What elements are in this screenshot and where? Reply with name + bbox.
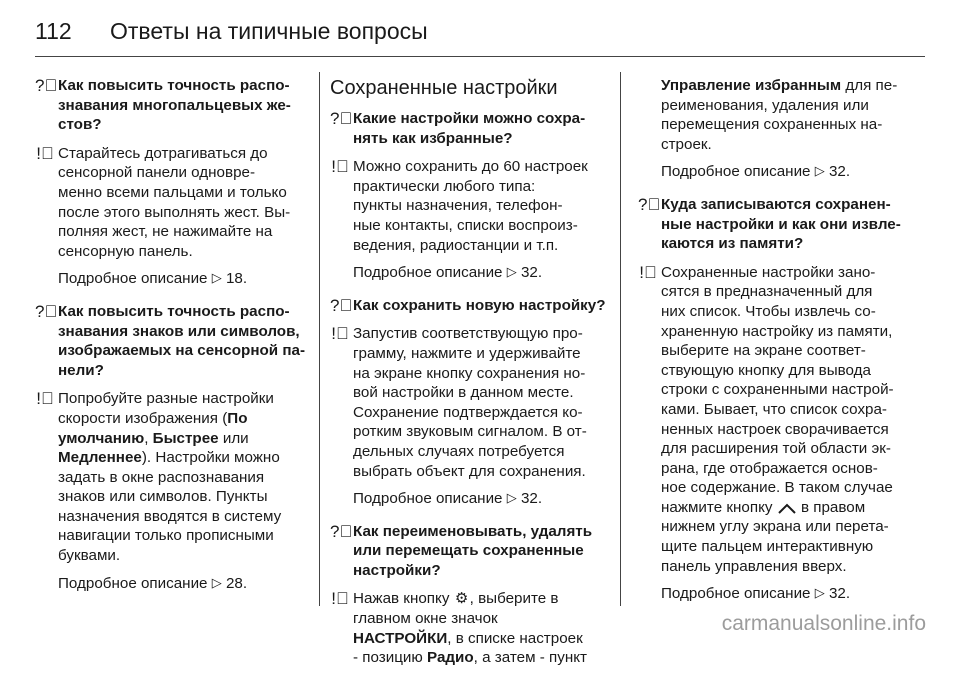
question: ?⃝ Как повысить точность распо- знавания многопальцевых же- стов? <box>35 76 291 134</box>
question-mark-circle-icon: ?⃝ <box>638 194 661 214</box>
reference: Подробное описание ▷ 32. <box>353 264 543 282</box>
column-divider-2 <box>620 72 621 606</box>
exclamation-circle-icon: !⃝ <box>36 143 54 163</box>
watermark: carmanualsonline.info <box>721 612 926 635</box>
answer: !⃝ Нажав кнопку ⚙, выберите в главном окне значок НАСТРОЙКИ, в списке настроек - позицию Радио, а затем - пункт <box>331 589 587 667</box>
column-1 <box>35 76 307 606</box>
answer: !⃝ Сохраненные настройки зано- сятся в предназначенный для них список. Чтобы извлечь со- храненную настройку из памяти, выберите на экране соответ- ствующую кнопку для вывода строки с сохраненными настрой- ками. Бывает, что список сохра- ненных настроек сворачивается для расширения той области эк- рана, где отображается основ- ное содержание. В таком случае нажмите кнопку в правом нижнем углу экрана или перета- щите пальцем интерактивную панель управления вверх. <box>639 262 894 575</box>
header-rule <box>35 56 925 57</box>
page-header <box>35 16 428 46</box>
arrow-right-icon: ▷ <box>814 163 825 179</box>
answer: !⃝ Старайтесь дотрагиваться до сенсорной панели одновре- менно всеми пальцами и только после этого выполнять жест. Вы- полняя жест, не нажимайте на сенсорную панель. <box>36 143 291 260</box>
arrow-right-icon: ▷ <box>211 574 222 590</box>
answer: !⃝ Можно сохранить до 60 настроек практически любого типа: пункты назначения, телефон- ные контакты, списки воспроиз- ведения, радиостанции и т.п. <box>331 157 588 254</box>
exclamation-circle-icon: !⃝ <box>36 389 54 409</box>
answer: !⃝ Попробуйте разные настройки скорости изображения (По умолчанию, Быстрее или Медленнее). Настройки можно задать в окне распознавания знаков или символов. Пункты назначения вводятся в систему навигации только прописными буквами. <box>36 389 282 565</box>
reference: Подробное описание ▷ 28. <box>58 574 248 592</box>
column-divider-1 <box>319 72 320 606</box>
page-number: 112 <box>35 18 72 44</box>
column-3 <box>638 76 906 617</box>
reference: Подробное описание ▷ 18. <box>58 270 248 288</box>
page-title: Ответы на типичные вопросы <box>110 18 428 44</box>
exclamation-circle-icon: !⃝ <box>331 324 349 344</box>
question: ?⃝ Какие настройки можно сохра- нять как избранные? <box>330 109 586 147</box>
question-mark-circle-icon: ?⃝ <box>35 76 58 95</box>
paragraph: Управление избранным для пе- реименования, удаления или перемещения сохраненных на- строек. <box>661 77 898 153</box>
section-title: Сохраненные настройки <box>330 77 558 99</box>
exclamation-circle-icon: !⃝ <box>331 157 349 177</box>
reference: Подробное описание ▷ 32. <box>661 585 851 603</box>
question: ?⃝ Куда записываются сохранен- ные настройки и как они извле- каются из памяти? <box>638 194 901 253</box>
question: ?⃝ Как сохранить новую настройку? <box>330 295 606 315</box>
gear-icon: ⚙ <box>454 590 469 608</box>
question: ?⃝ Как повысить точность распо- знавания знаков или символов, изображаемых на сенсорной па- нели? <box>35 301 305 379</box>
arrow-right-icon: ▷ <box>814 585 825 601</box>
question-mark-circle-icon: ?⃝ <box>330 521 353 541</box>
exclamation-circle-icon: !⃝ <box>639 262 657 282</box>
exclamation-circle-icon: !⃝ <box>331 589 349 609</box>
chevron-up-icon <box>777 502 797 514</box>
arrow-right-icon: ▷ <box>506 264 517 280</box>
reference: Подробное описание ▷ 32. <box>661 163 851 181</box>
question: ?⃝ Как переименовывать, удалять или перемещать сохраненные настройки? <box>330 521 593 579</box>
question-mark-circle-icon: ?⃝ <box>330 295 353 315</box>
question-mark-circle-icon: ?⃝ <box>330 109 353 128</box>
answer: !⃝ Запустив соответствующую про- грамму, нажмите и удерживайте на экране кнопку сохранения но- вой настройки в данном месте. Сохранение подтверждается ко- ротким звуковым сигналом. В от- дельных случаях потребуется выбрать объект для сохранения. <box>331 324 587 480</box>
arrow-right-icon: ▷ <box>506 490 517 506</box>
arrow-right-icon: ▷ <box>211 270 222 286</box>
reference: Подробное описание ▷ 32. <box>353 490 543 508</box>
column-2 <box>330 76 606 676</box>
question-mark-circle-icon: ?⃝ <box>35 301 58 321</box>
